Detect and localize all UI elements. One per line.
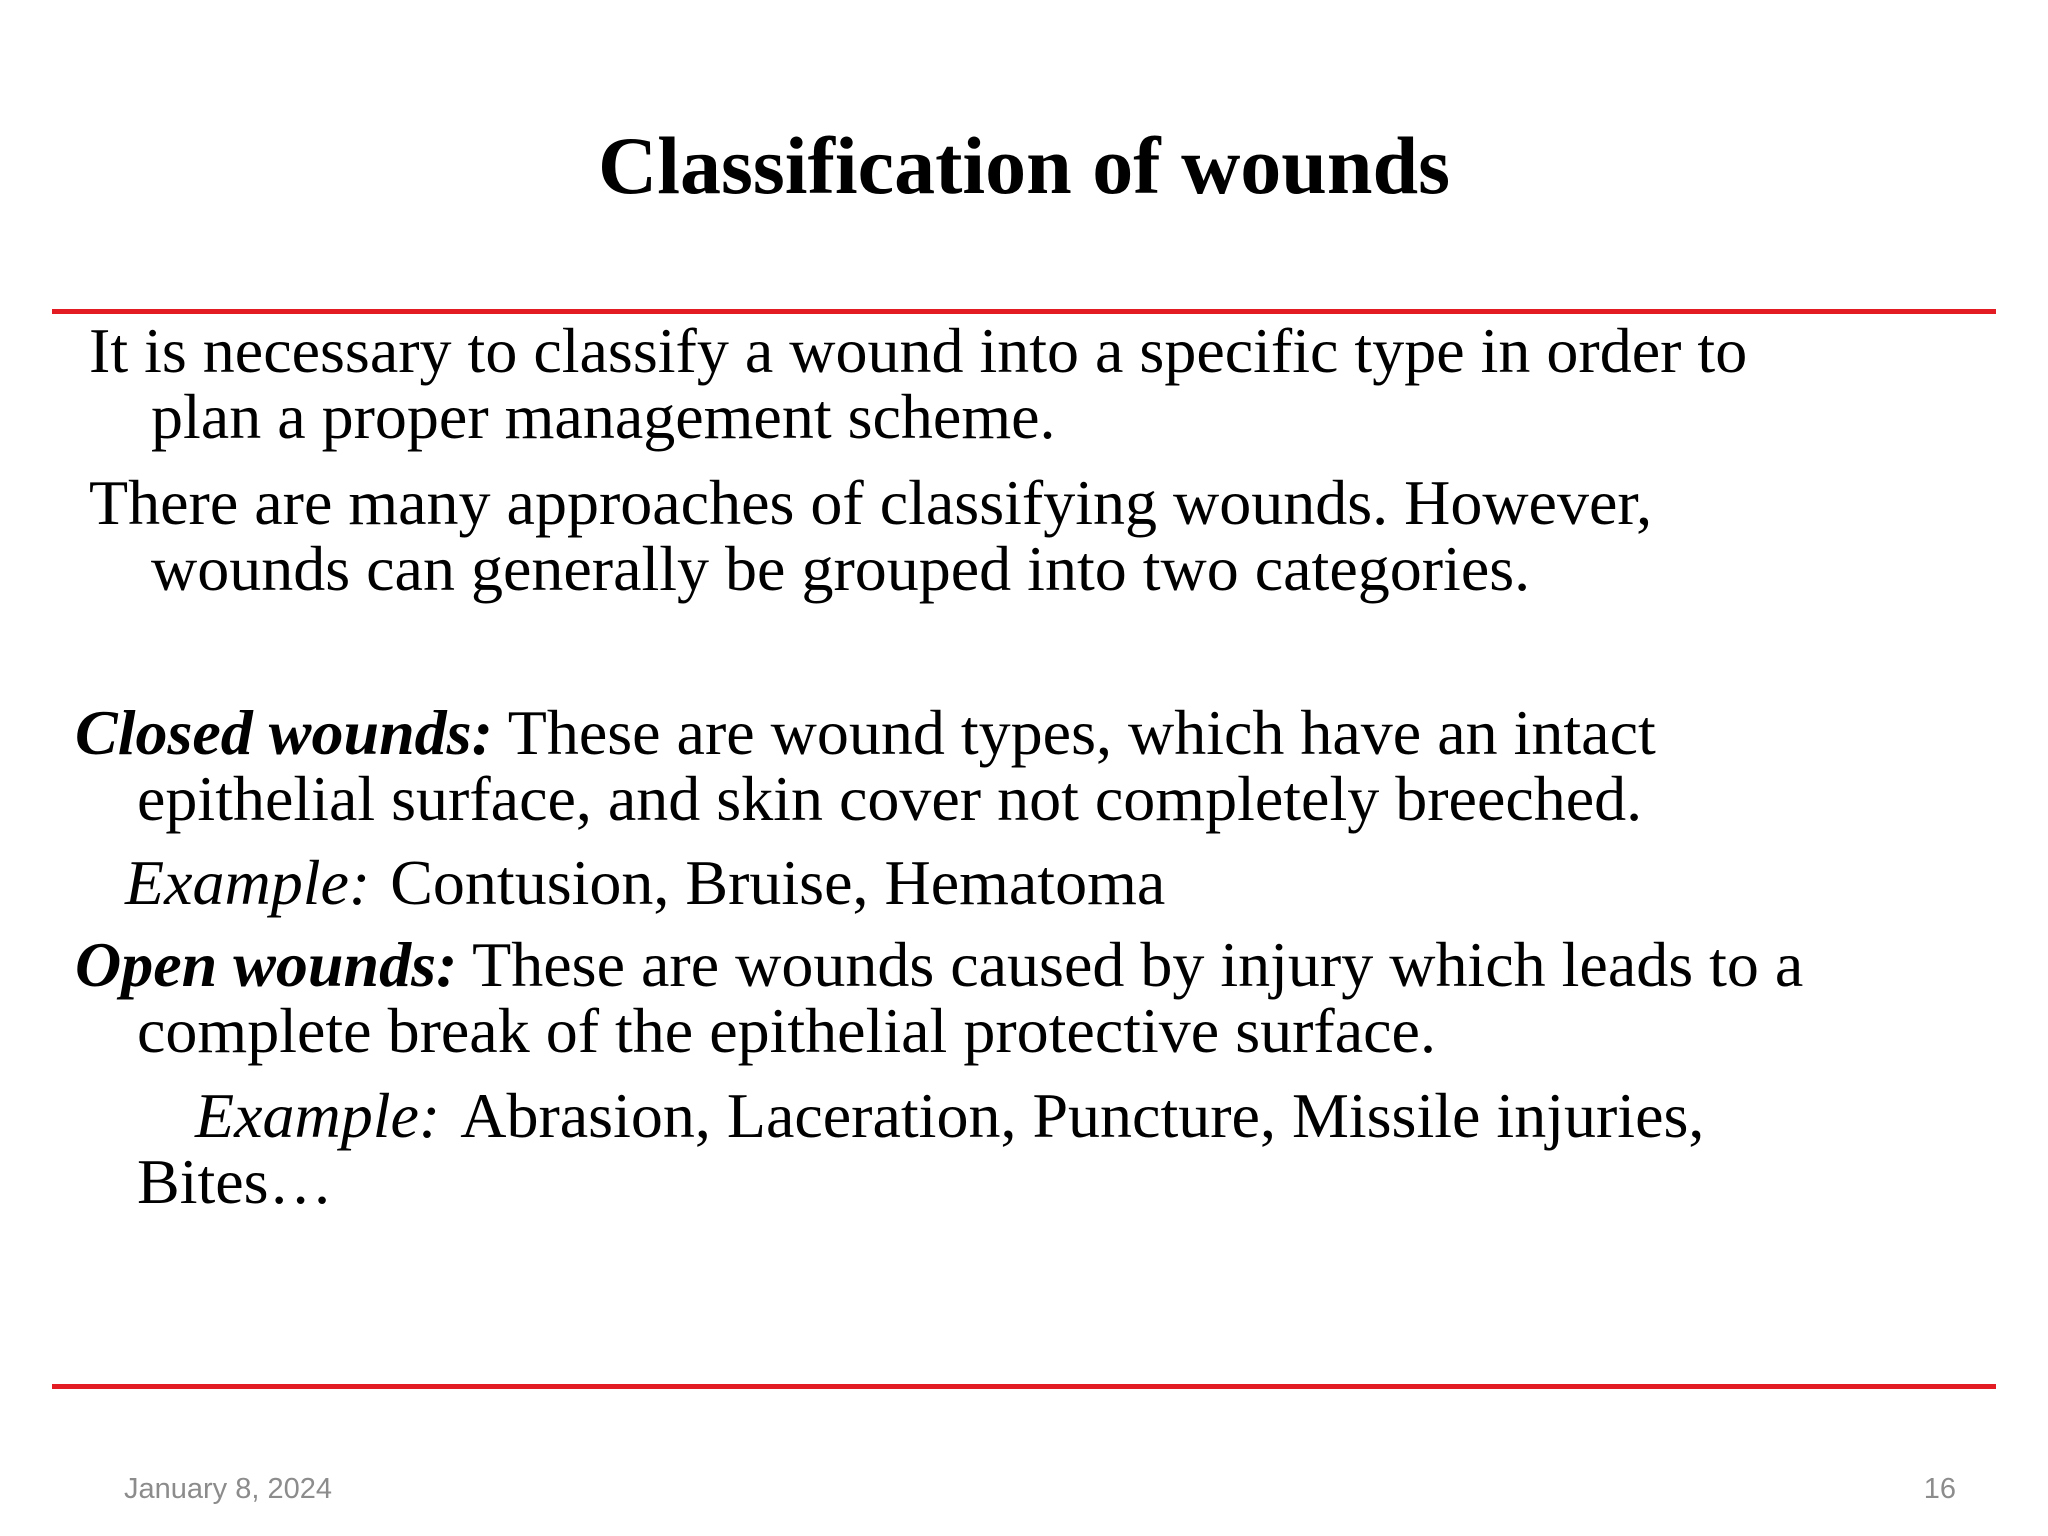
open-wounds-text-1: These are wounds caused by injury which leads to a — [457, 929, 1804, 1000]
closed-example-label: Example: — [125, 847, 371, 918]
open-example-text: Abrasion, Laceration, Puncture, Missile injuries, — [460, 1080, 1705, 1151]
closed-wounds-definition — [75, 697, 1656, 834]
closed-wounds-text-1: These are wound types, which have an intact — [492, 697, 1656, 768]
intro-paragraph-2 — [89, 467, 1653, 604]
closed-wounds-example — [125, 847, 1166, 918]
slide-number: 16 — [1923, 1473, 1956, 1505]
intro-paragraph-1 — [89, 315, 1748, 452]
closed-wounds-line-1 — [75, 697, 1656, 768]
open-example-line-1 — [75, 1080, 1705, 1151]
bottom-divider — [52, 1384, 1996, 1389]
closed-wounds-heading: Closed wounds: — [75, 697, 493, 768]
open-example-text-cont: Bites… — [137, 1146, 333, 1217]
footer-date: January 8, 2024 — [124, 1473, 332, 1505]
open-wounds-text-2: complete break of the epithelial protective surface. — [137, 995, 1436, 1066]
intro-paragraph-2-line-2: wounds can generally be grouped into two categories. — [151, 533, 1531, 604]
open-wounds-heading: Open wounds: — [75, 929, 458, 1000]
top-divider — [52, 309, 1996, 314]
intro-paragraph-1-line-2: plan a proper management scheme. — [151, 381, 1056, 452]
open-wounds-definition — [75, 929, 1804, 1066]
intro-paragraph-1-line-1: It is necessary to classify a wound into a specific type in order to — [89, 315, 1748, 386]
open-wounds-example — [75, 1080, 1705, 1217]
open-example-label: Example: — [195, 1080, 441, 1151]
open-wounds-line-1 — [75, 929, 1804, 1000]
intro-paragraph-2-line-1: There are many approaches of classifying wounds. However, — [89, 467, 1653, 538]
slide-title: Classification of wounds — [597, 120, 1451, 211]
closed-example-text: Contusion, Bruise, Hematoma — [390, 847, 1166, 918]
closed-wounds-text-2: epithelial surface, and skin cover not completely breeched. — [137, 763, 1643, 834]
